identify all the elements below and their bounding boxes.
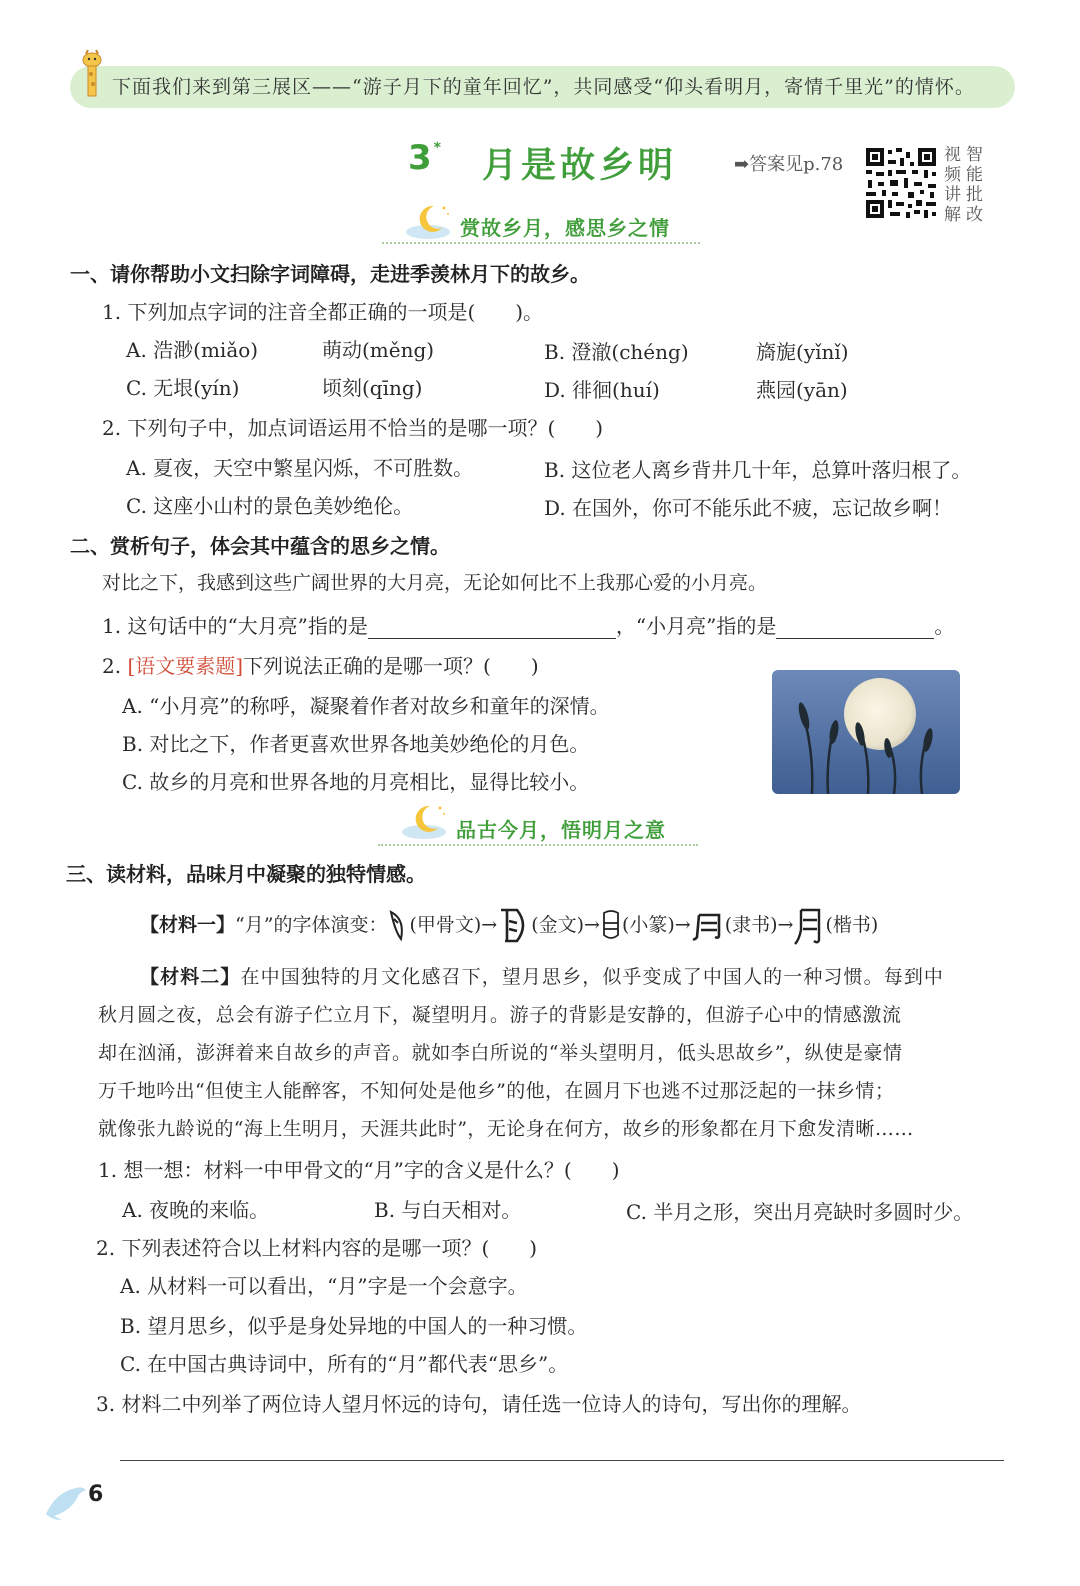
crescent-moon-icon xyxy=(404,200,452,240)
bronze-moon-glyph xyxy=(497,907,531,945)
script-step-clerical: (隶书) xyxy=(724,914,778,936)
q1-1-option-A2: 萌动(měng) xyxy=(322,338,435,362)
answer-blank-small-moon[interactable] xyxy=(776,618,934,639)
banner-text: 下面我们来到第三展区——“游子月下的童年回忆”，共同感受“仰头看明月，寄情千里光”的情怀。 xyxy=(112,76,975,98)
q1-1-option-B2: 旖旎(yǐnǐ) xyxy=(756,340,849,364)
page-number: 6 xyxy=(88,1482,104,1507)
q2-1-text-b: ，“小月亮”指的是 xyxy=(615,614,777,638)
qr-caption-char: 智 xyxy=(966,145,983,165)
giraffe-icon xyxy=(76,48,110,106)
section-heading-2: 品古今月，悟明月之意 xyxy=(456,818,666,842)
dolphin-icon xyxy=(42,1474,92,1524)
material-2-line-5: 就像张九龄说的“海上生明月，天涯共此时”，无论身在何方，故乡的形象都在月下愈发清晰…… xyxy=(98,1118,914,1140)
q2-2-option-C: C. 故乡的月亮和世界各地的月亮相比，显得比较小。 xyxy=(122,770,590,794)
q3-2-option-B: B. 望月思乡，似乎是身处异地的中国人的一种习惯。 xyxy=(120,1314,588,1338)
lesson-star: * xyxy=(433,140,441,156)
q1-1-stem: 1. 下列加点字词的注音全都正确的一项是( )。 xyxy=(102,300,544,324)
qr-caption-char: 能 xyxy=(966,165,983,185)
full-moon-reeds-photo xyxy=(772,670,960,794)
section-divider xyxy=(378,844,698,846)
q3-2-option-C: C. 在中国古典诗词中，所有的“月”都代表“思乡”。 xyxy=(120,1352,569,1376)
q2-2-option-B: B. 对比之下，作者更喜欢世界各地美妙绝伦的月色。 xyxy=(122,732,590,756)
material-2-line-4: 万千地吟出“但使主人能醉客，不知何处是他乡”的他，在圆月下也逃不过那泛起的一抹乡情； xyxy=(98,1080,895,1102)
material-2-line-1: 【材料二】在中国独特的月文化感召下，望月思乡，似乎变成了中国人的一种习惯。每到中 xyxy=(140,966,945,988)
q2-2-stem-line: 2. [语文要素题]下列说法正确的是哪一项？( ) xyxy=(102,654,539,678)
q2-1-line xyxy=(102,610,954,639)
q3-2-stem: 2. 下列表述符合以上材料内容的是哪一项？( ) xyxy=(96,1236,538,1260)
q3-3-stem: 3. 材料二中列举了两位诗人望月怀远的诗句，请任选一位诗人的诗句，写出你的理解。 xyxy=(96,1392,862,1416)
q1-2-option-A: A. 夏夜，天空中繁星闪烁，不可胜数。 xyxy=(126,456,474,480)
material-1-label: 【材料一】 xyxy=(140,914,236,936)
answer-blank-big-moon[interactable] xyxy=(368,618,616,639)
q2-2-stem: 下列说法正确的是哪一项？( ) xyxy=(243,654,539,678)
part2-quote: 对比之下，我感到这些广阔世界的大月亮，无论如何比不上我那心爱的小月亮。 xyxy=(102,572,768,594)
q1-2-option-C: C. 这座小山村的景色美妙绝伦。 xyxy=(126,494,414,518)
answer-writing-line[interactable] xyxy=(120,1460,1004,1461)
section-divider xyxy=(382,242,700,244)
oracle-bone-moon-glyph xyxy=(387,909,409,943)
q1-2-option-D: D. 在国外，你可不能乐此不疲，忘记故乡啊！ xyxy=(544,496,953,520)
qr-caption-char: 视 xyxy=(944,145,961,165)
script-step-bronze: (金文) xyxy=(531,914,585,936)
q1-1-option-C1: C. 无垠(yín) xyxy=(126,376,240,400)
part3-title: 三、读材料，品味月中凝聚的独特情感。 xyxy=(66,862,426,886)
material-2-label: 【材料二】 xyxy=(140,966,241,988)
script-step-oracle: (甲骨文) xyxy=(409,914,482,936)
qr-code-icon[interactable] xyxy=(864,146,938,220)
part1-title: 一、请你帮助小文扫除字词障碍，走进季羡林月下的故乡。 xyxy=(70,262,590,286)
q2-2-option-A: A. “小月亮”的称呼，凝聚着作者对故乡和童年的深情。 xyxy=(122,694,610,718)
q2-1-text-c: 。 xyxy=(934,614,955,638)
q2-1-text-a: 1. 这句话中的“大月亮”指的是 xyxy=(102,614,368,638)
crescent-moon-icon xyxy=(400,800,448,840)
qr-caption-char: 讲 xyxy=(944,185,961,205)
lesson-number: 3 * xyxy=(408,138,441,178)
seal-moon-glyph xyxy=(600,909,622,943)
q3-1-option-C: C. 半月之形，突出月亮缺时多圆时少。 xyxy=(626,1200,974,1224)
material-2-line-3: 却在汹涌，澎湃着来自故乡的声音。就如李白所说的“举头望明月，低头思故乡”，纵使是豪情 xyxy=(98,1042,903,1064)
q1-1-option-D1: D. 徘徊(huí) xyxy=(544,378,660,402)
script-step-seal: (小篆) xyxy=(621,914,675,936)
language-element-tag: [语文要素题] xyxy=(127,654,244,678)
material-1-line: 【材料一】“月”的字体演变： (甲骨文)→ (金文)→ (小篆)→ (隶书)→ (楷书) xyxy=(140,906,878,946)
regular-moon-glyph xyxy=(793,906,825,946)
part2-title: 二、赏析句子，体会其中蕴含的思乡之情。 xyxy=(70,534,450,558)
q3-1-option-A: A. 夜晚的来临。 xyxy=(122,1198,270,1222)
qr-caption xyxy=(944,144,990,224)
q3-1-option-B: B. 与白天相对。 xyxy=(374,1198,522,1222)
clerical-moon-glyph xyxy=(691,909,725,943)
q3-1-stem: 1. 想一想：材料一中甲骨文的“月”字的含义是什么？( ) xyxy=(98,1158,620,1182)
q1-2-stem: 2. 下列句子中，加点词语运用不恰当的是哪一项？( ) xyxy=(102,416,604,440)
section-heading-1: 赏故乡月，感思乡之情 xyxy=(460,216,670,240)
q1-1-option-B1: B. 澄澈(chéng) xyxy=(544,340,689,364)
answer-reference: ➡答案见p.78 xyxy=(734,154,844,175)
qr-caption-char: 批 xyxy=(966,185,983,205)
material-2-line-2: 秋月圆之夜，总会有游子伫立月下，凝望明月。游子的背影是安静的，但游子心中的情感激流 xyxy=(98,1004,902,1026)
q1-2-option-B: B. 这位老人离乡背井几十年，总算叶落归根了。 xyxy=(544,458,972,482)
q1-1-option-D2: 燕园(yān) xyxy=(756,378,848,402)
q1-1-option-C2: 顷刻(qīng) xyxy=(322,376,423,400)
script-step-regular: (楷书) xyxy=(825,914,879,936)
material-1-text: “月”的字体演变： xyxy=(235,914,388,936)
q1-1-option-A1: A. 浩渺(miǎo) xyxy=(126,338,259,362)
qr-caption-char: 解 xyxy=(944,205,961,225)
qr-caption-char: 频 xyxy=(944,165,961,185)
lesson-title: 月是故乡明 xyxy=(482,146,678,186)
q3-2-option-A: A. 从材料一可以看出，“月”字是一个会意字。 xyxy=(120,1274,528,1298)
qr-caption-char: 改 xyxy=(966,205,983,225)
